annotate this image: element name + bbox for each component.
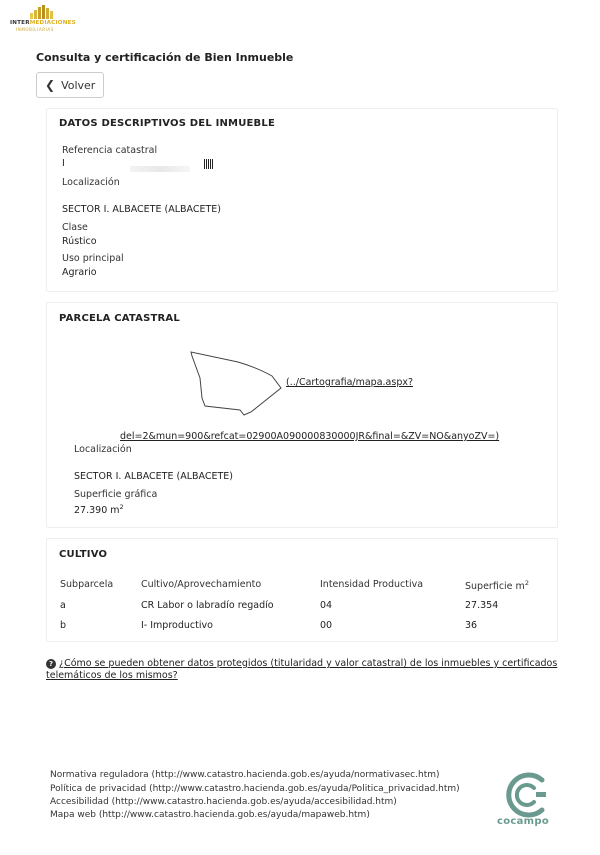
back-button-label: Volver <box>61 78 96 92</box>
superficie-value <box>74 503 124 516</box>
localizacion-label: Localización <box>62 177 120 188</box>
uso-value: Agrario <box>62 267 97 278</box>
page-title: Consulta y certificación de Bien Inmueble <box>36 51 294 64</box>
superficie-label: Superficie gráfica <box>74 489 158 500</box>
logo-subtitle: INMOBILIARIAS <box>16 27 54 32</box>
cell-superficie: 36 <box>465 620 478 631</box>
superficie-number: 27.390 m <box>74 505 120 517</box>
referencia-label: Referencia catastral <box>62 145 158 156</box>
logo-name-part1: INTER <box>10 20 30 26</box>
help-link-line1[interactable]: ¿Cómo se pueden obtener datos protegidos (titularidad y valor catastral) de los inmuebles y certificados <box>59 658 558 669</box>
cell-cultivo: I- Improductivo <box>141 620 213 631</box>
help-link-line2[interactable]: telemáticos de los mismos? <box>46 670 178 681</box>
map-link-line1[interactable]: (../Cartografia/mapa.aspx? <box>286 377 414 388</box>
cell-cultivo: CR Labor o labradío regadío <box>141 600 274 611</box>
question-circle-icon: ? <box>46 659 56 669</box>
clase-label: Clase <box>62 222 88 233</box>
logo-name-part2: MEDIACIONES <box>29 20 76 26</box>
parcela-localizacion-value: SECTOR I. ALBACETE (ALBACETE) <box>74 471 234 482</box>
descriptive-data-title: DATOS DESCRIPTIVOS DEL INMUEBLE <box>59 118 275 129</box>
back-button[interactable] <box>36 72 104 98</box>
barcode-icon <box>204 159 213 169</box>
cell-subparcela: b <box>60 620 67 631</box>
col-header-superficie <box>465 579 529 592</box>
chevron-left-icon: ❮ <box>45 78 56 92</box>
footer-mapaweb-link[interactable]: Mapa web (http://www.catastro.hacienda.gob.es/ayuda/mapaweb.htm) <box>50 810 370 820</box>
cell-subparcela: a <box>60 600 66 611</box>
col-header-subparcela: Subparcela <box>60 579 114 590</box>
footer-normativa-link[interactable]: Normativa reguladora (http://www.catastro.hacienda.gob.es/ayuda/normativasec.htm) <box>50 770 440 780</box>
parcel-shape-map[interactable] <box>188 348 288 420</box>
footer-accesibilidad-link[interactable]: Accesibilidad (http://www.catastro.hacienda.gob.es/ayuda/accesibilidad.htm) <box>50 797 397 807</box>
map-link-line2[interactable]: del=2&mun=900&refcat=02900A090000830000JR&final=&ZV=NO&anyoZV=) <box>120 431 500 442</box>
col-header-superficie-sup: 2 <box>524 579 529 587</box>
parcela-title: PARCELA CATASTRAL <box>59 313 180 324</box>
cell-intensidad: 00 <box>320 620 333 631</box>
col-header-cultivo: Cultivo/Aprovechamiento <box>141 579 262 590</box>
cocampo-brand-text: cocampo <box>497 816 550 827</box>
help-link[interactable] <box>46 658 557 669</box>
referencia-value: I <box>62 158 65 169</box>
intermediaciones-logo <box>10 5 74 33</box>
cultivo-title: CULTIVO <box>59 549 108 560</box>
descriptive-data-panel <box>46 108 558 292</box>
uso-label: Uso principal <box>62 253 124 264</box>
parcela-localizacion-label: Localización <box>74 444 132 455</box>
localizacion-value: SECTOR I. ALBACETE (ALBACETE) <box>62 204 222 215</box>
referencia-redacted <box>130 166 190 172</box>
superficie-unit-sup: 2 <box>119 503 124 511</box>
col-header-intensidad: Intensidad Productiva <box>320 579 424 590</box>
building-bars-icon <box>30 5 56 19</box>
clase-value: Rústico <box>62 236 97 247</box>
col-header-superficie-text: Superficie m <box>465 581 525 593</box>
footer-privacidad-link[interactable]: Política de privacidad (http://www.catastro.hacienda.gob.es/ayuda/Politica_privacidad.htm) <box>50 784 460 794</box>
cell-intensidad: 04 <box>320 600 333 611</box>
cell-superficie: 27.354 <box>465 600 499 611</box>
